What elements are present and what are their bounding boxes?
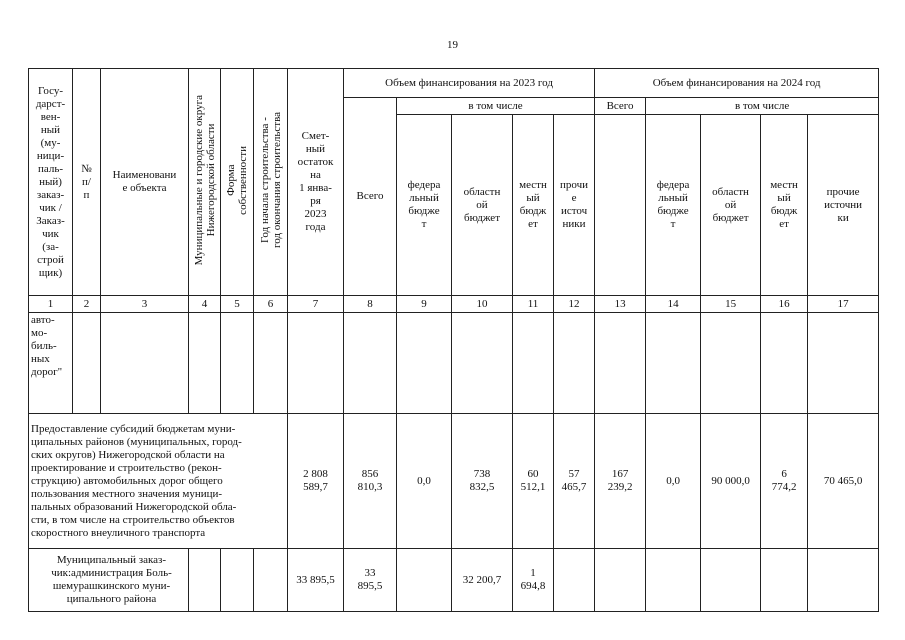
row-subsidy-total-2023-text: 856 810,3 — [357, 468, 383, 493]
header-total-2023: Всего — [344, 98, 397, 296]
row-subsidy-other-2023 — [554, 414, 595, 549]
empty-cell — [513, 313, 554, 414]
empty-cell — [646, 313, 701, 414]
row-municipal-total-2023-text: 33 895,5 — [357, 567, 383, 592]
header-regional-2023 — [452, 115, 513, 296]
header-other-2023-text: прочи е источ ники — [560, 179, 589, 230]
row-subsidy-total-2024 — [595, 414, 646, 549]
empty-cell — [221, 549, 254, 612]
header-funding-2024: Объем финансирования на 2024 год — [595, 69, 879, 98]
empty-cell — [595, 313, 646, 414]
header-object-name-text: Наименовани е объекта — [112, 169, 177, 194]
column-number: 11 — [513, 296, 554, 313]
header-federal-2024 — [646, 115, 701, 296]
header-total-2024-blank — [595, 115, 646, 296]
row-municipal-description — [29, 549, 189, 612]
empty-cell — [397, 313, 452, 414]
column-number: 3 — [101, 296, 189, 313]
header-funding-2023: Объем финансирования на 2023 год — [344, 69, 595, 98]
empty-cell — [554, 313, 595, 414]
row-subsidy-local-2024 — [761, 414, 808, 549]
empty-cell — [452, 313, 513, 414]
column-number: 16 — [761, 296, 808, 313]
row-municipal-local-2023 — [513, 549, 554, 612]
header-total-2024: Всего — [595, 98, 646, 115]
row-municipal-remaining-text: 33 895,5 — [296, 573, 335, 586]
header-local-2023-text: местн ый бюдж ет — [519, 179, 547, 230]
empty-cell — [397, 549, 452, 612]
empty-cell — [595, 549, 646, 612]
row-municipal-remaining — [288, 549, 344, 612]
row-subsidy-total-2023 — [344, 414, 397, 549]
column-numbers-row — [29, 296, 879, 313]
column-number: 4 — [189, 296, 221, 313]
empty-cell — [189, 313, 221, 414]
row-subsidy-federal-2023-text: 0,0 — [417, 474, 431, 487]
header-remaining-text: Смет- ный остаток на 1 янва- ря 2023 года — [297, 130, 334, 233]
table-row — [29, 313, 879, 414]
header-regional-2023-text: областн ой бюджет — [463, 185, 501, 224]
row-subsidy-federal-2024-text: 0,0 — [666, 474, 680, 487]
page-number: 19 — [447, 39, 458, 51]
empty-cell — [808, 313, 879, 414]
empty-cell — [344, 313, 397, 414]
header-federal-2023-text: федера льный бюдже т — [407, 179, 441, 230]
header-years-text: Год начала строительства - год окончания строительства — [258, 112, 283, 248]
row-municipal-local-2023-text: 1 694,8 — [520, 567, 546, 592]
header-years — [254, 69, 288, 296]
header-other-2024 — [808, 115, 879, 296]
header-customer — [29, 69, 73, 296]
header-municipal-text: Муниципальные и городские округа Нижегородской области — [192, 94, 217, 266]
row-subsidy-description — [29, 414, 288, 549]
empty-cell — [808, 549, 879, 612]
header-num-text: № п/ п — [81, 162, 92, 201]
header-remaining — [288, 69, 344, 296]
header-row-1 — [29, 69, 879, 98]
empty-cell — [761, 313, 808, 414]
row-continuation-customer — [29, 313, 73, 414]
header-including-2023: в том числе — [397, 98, 595, 115]
empty-cell — [254, 549, 288, 612]
table-row — [29, 414, 879, 549]
header-customer-text: Госу- дарст- вен- ный (му- ници- паль- ный) заказ- чик / Заказ- чик (за- строй щик) — [35, 84, 66, 279]
column-number: 7 — [288, 296, 344, 313]
column-number: 17 — [808, 296, 879, 313]
row-subsidy-other-2024-text: 70 465,0 — [823, 474, 863, 487]
empty-cell — [701, 549, 761, 612]
empty-cell — [73, 313, 101, 414]
header-local-2024 — [761, 115, 808, 296]
header-ownership-text: Форма собственности — [225, 145, 249, 215]
column-number: 13 — [595, 296, 646, 313]
table-row — [29, 549, 879, 612]
header-including-2024: в том числе — [646, 98, 879, 115]
empty-cell — [646, 549, 701, 612]
column-number: 1 — [29, 296, 73, 313]
row-subsidy-other-2023-text: 57 465,7 — [561, 468, 587, 493]
row-continuation-customer-text: авто- мо- биль- ных дорог" — [31, 314, 63, 378]
row-subsidy-regional-2024 — [701, 414, 761, 549]
row-municipal-regional-2023-text: 32 200,7 — [462, 573, 502, 586]
row-subsidy-local-2023 — [513, 414, 554, 549]
header-regional-2024-text: областн ой бюджет — [712, 185, 749, 224]
header-object-name — [101, 69, 189, 296]
row-subsidy-description-text: Предоставление субсидий бюджетам муни- ципальных районов (муниципальных, город- ских округов) Нижегородской области на проектирование и строительство (рекон- струкцию) автомобильных дорог общего пользования местного значения муници- пальных образований Нижегородской обла- сти, в том числе на строительство объектов скоростного внеуличного транспорта — [31, 422, 242, 539]
funding-table — [28, 68, 879, 612]
column-number: 12 — [554, 296, 595, 313]
row-municipal-regional-2023 — [452, 549, 513, 612]
column-number: 2 — [73, 296, 101, 313]
empty-cell — [221, 313, 254, 414]
row-subsidy-remaining-text: 2 808 589,7 — [303, 468, 328, 493]
row-subsidy-other-2024 — [808, 414, 879, 549]
row-municipal-description-text: Муниципальный заказ- чик:администрация Боль- шемурашкинского муни- ципального района — [51, 554, 172, 605]
empty-cell — [761, 549, 808, 612]
header-ownership — [221, 69, 254, 296]
row-subsidy-federal-2023 — [397, 414, 452, 549]
row-subsidy-remaining — [288, 414, 344, 549]
column-number: 6 — [254, 296, 288, 313]
row-subsidy-regional-2024-text: 90 000,0 — [711, 474, 750, 487]
header-federal-2024-text: федера льный бюдже т — [656, 179, 690, 230]
row-municipal-total-2023 — [344, 549, 397, 612]
row-subsidy-local-2024-text: 6 774,2 — [771, 468, 797, 493]
empty-cell — [101, 313, 189, 414]
header-local-2023 — [513, 115, 554, 296]
empty-cell — [554, 549, 595, 612]
header-other-2024-text: прочие источни ки — [824, 185, 863, 224]
header-local-2024-text: местн ый бюдж ет — [770, 179, 798, 230]
header-other-2023 — [554, 115, 595, 296]
row-subsidy-regional-2023 — [452, 414, 513, 549]
row-subsidy-local-2023-text: 60 512,1 — [520, 468, 546, 493]
row-subsidy-total-2024-text: 167 239,2 — [607, 468, 633, 493]
empty-cell — [701, 313, 761, 414]
empty-cell — [254, 313, 288, 414]
empty-cell — [189, 549, 221, 612]
header-regional-2024 — [701, 115, 761, 296]
header-num — [73, 69, 101, 296]
column-number: 14 — [646, 296, 701, 313]
row-subsidy-federal-2024 — [646, 414, 701, 549]
header-municipal — [189, 69, 221, 296]
column-number: 10 — [452, 296, 513, 313]
row-subsidy-regional-2023-text: 738 832,5 — [469, 468, 495, 493]
header-federal-2023 — [397, 115, 452, 296]
column-number: 8 — [344, 296, 397, 313]
column-number: 15 — [701, 296, 761, 313]
column-number: 5 — [221, 296, 254, 313]
empty-cell — [288, 313, 344, 414]
column-number: 9 — [397, 296, 452, 313]
